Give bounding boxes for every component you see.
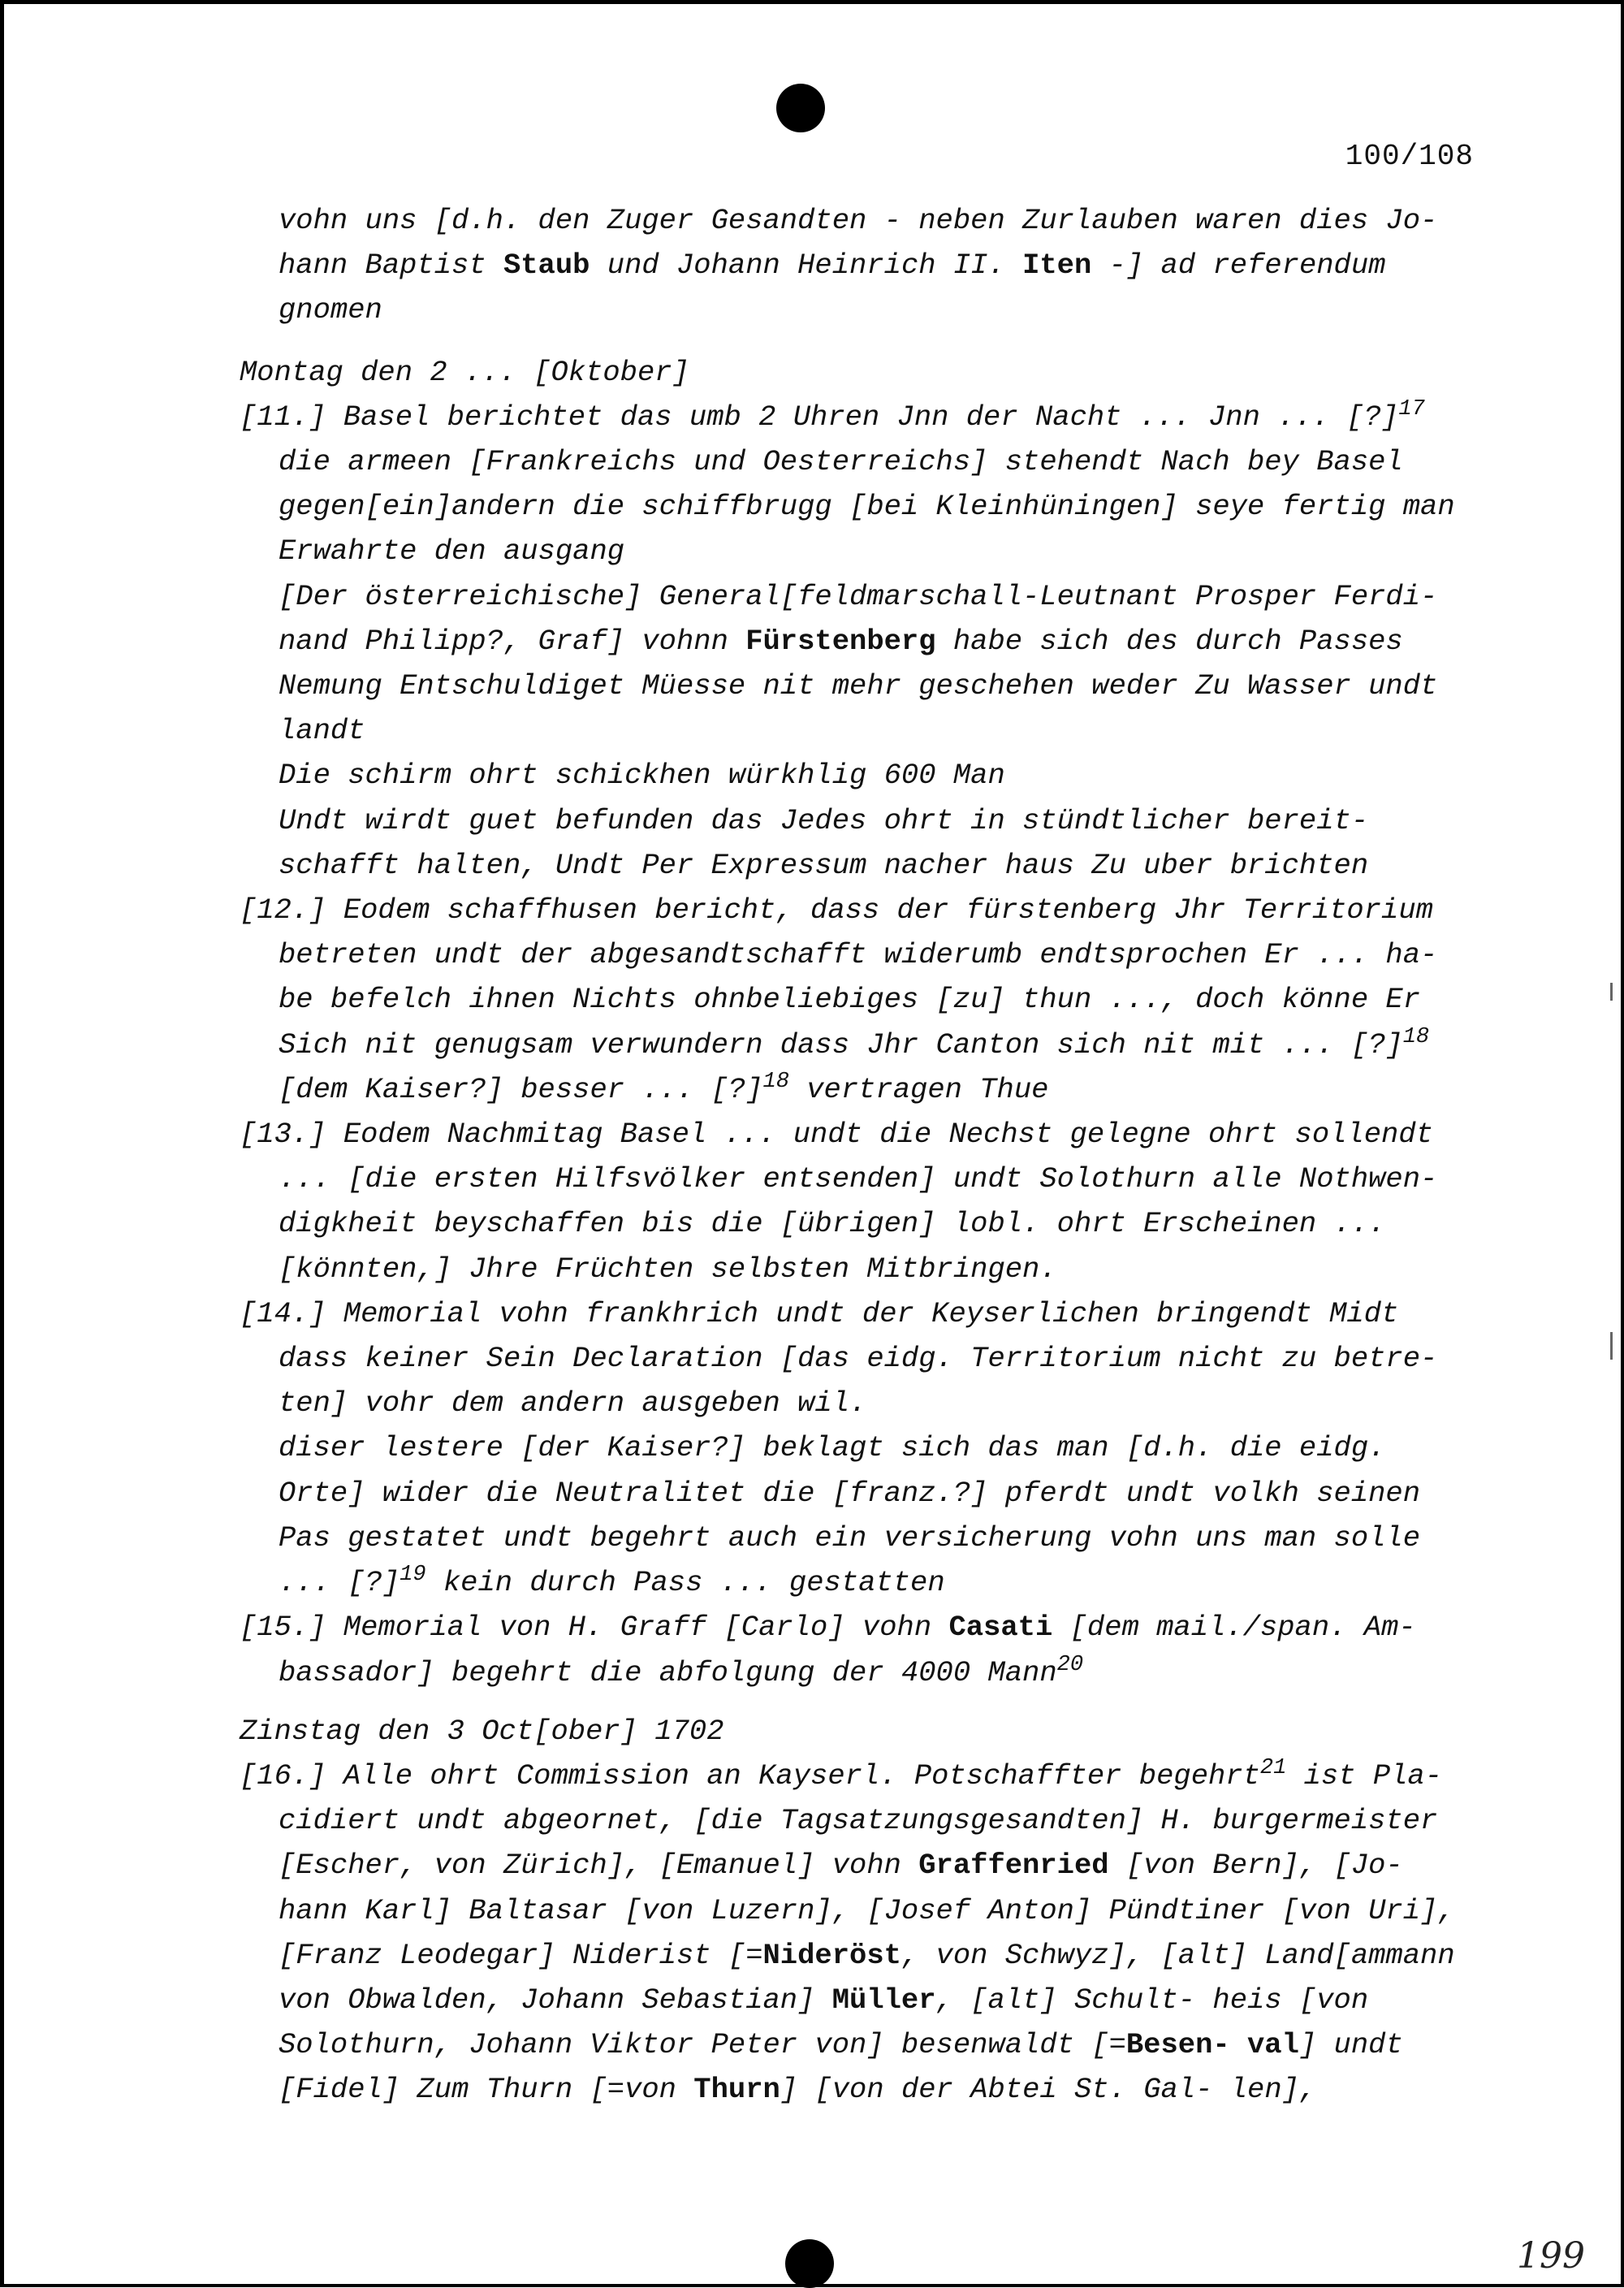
paragraph xyxy=(240,350,1482,395)
bold-name: Nideröst xyxy=(762,1938,901,1972)
text-run: [dem Kaiser?] besser ... [?] xyxy=(279,1072,763,1106)
paragraph xyxy=(240,798,1482,888)
text-run: Montag den 2 ... [Oktober] xyxy=(240,355,689,389)
bold-name: Müller xyxy=(831,1983,936,2017)
punch-hole-top xyxy=(776,84,825,132)
bold-name: Graffenried xyxy=(918,1849,1109,1883)
footnote-ref: 18 xyxy=(1402,1024,1430,1049)
text-run: [15.] Memorial von H. Graff [Carlo] vohn xyxy=(240,1611,949,1645)
page-number: 100/108 xyxy=(1345,140,1474,173)
bold-name: Thurn xyxy=(693,2073,780,2107)
scan-border-right xyxy=(1621,0,1624,2287)
text-run: [von Bern], [Jo- hann Karl] Baltasar [von Luzern], [Josef Anton] Pündtiner [von Uri], [Franz Leodegar] Niderist [= xyxy=(279,1849,1455,1972)
bold-name: Casati xyxy=(948,1611,1053,1645)
text-run: Die schirm ohrt schickhen würkhlig 600 Man xyxy=(279,759,1005,793)
paragraph xyxy=(240,1754,1482,2113)
footnote-ref: 21 xyxy=(1259,1756,1287,1781)
text-run: [11.] Basel berichtet das umb 2 Uhren Jnn der Nacht ... Jnn ... [?] xyxy=(240,400,1399,434)
text-run: kein durch Pass ... gestatten xyxy=(425,1566,945,1600)
text-run: ] [von der Abtei St. Gal- len], xyxy=(780,2073,1317,2107)
scan-border-left xyxy=(0,0,4,2287)
scan-border-top xyxy=(0,0,1624,4)
paragraph xyxy=(240,1425,1482,1605)
paragraph xyxy=(240,288,1482,332)
paragraph xyxy=(240,888,1482,1112)
bold-name: Staub xyxy=(503,249,590,283)
punch-hole-bottom xyxy=(785,2239,834,2288)
handwritten-folio-number: 199 xyxy=(1517,2235,1585,2277)
paragraph xyxy=(240,1709,1482,1754)
paragraph xyxy=(240,1291,1482,1426)
text-run: habe sich des durch Passes Nemung Entschuldiget Müesse nit mehr geschehen weder Zu Wasser undt landt xyxy=(279,624,1438,748)
scan-speck xyxy=(1610,983,1613,1001)
bold-name: Fürstenberg xyxy=(745,624,936,658)
text-run: vohn uns [d.h. den Zuger Gesandten - neben Zurlauben waren dies Jo- xyxy=(279,204,1438,237)
footnote-ref: 17 xyxy=(1398,396,1425,422)
text-run: ] undt [Fidel] Zum Thurn [=von xyxy=(279,2028,1403,2107)
text-run: Zinstag den 3 Oct[ober] 1702 xyxy=(240,1714,724,1748)
text-run: , [alt] Schult- heis [von Solothurn, Johann Viktor Peter von] besenwaldt [= xyxy=(279,1983,1369,2062)
paragraph xyxy=(240,198,1482,243)
text-run: [12.] Eodem schaffhusen bericht, dass der fürstenberg Jhr Territorium betreten undt der abgesandtschafft widerumb endtsprochen Er ... ha- be befelch ihnen Nichts ohnbeliebiges [zu] thun ..., doch könne Er Sich nit genugsam verwundern dass Jhr Canton sich nit mit ... [?] xyxy=(240,893,1438,1062)
text-run: -] ad referendum xyxy=(1091,249,1386,283)
text-run: [dem mail./span. Am- bassador] begehrt die abfolgung der 4000 Mann xyxy=(279,1611,1416,1689)
text-run: hann Baptist xyxy=(279,249,503,283)
text-run: [16.] Alle ohrt Commission an Kayserl. Potschaffter begehrt xyxy=(240,1758,1260,1793)
footnote-ref: 18 xyxy=(762,1070,789,1095)
text-run: [13.] Eodem Nachmitag Basel ... undt die Nechst gelegne ohrt sollendt ... [die ersten Hilfsvölker entsenden] undt Solothurn alle Nothwen- digkheit beyschaffen bis die [übrigen] lobl. ohrt Erscheinen ... [könnten,] Jhre Früchten selbsten Mitbringen. xyxy=(240,1118,1438,1286)
paragraph xyxy=(240,1112,1482,1291)
paragraph xyxy=(240,574,1482,754)
bold-name: Besen- val xyxy=(1125,2028,1299,2062)
text-run: [Der österreichische] General[feldmarschall-Leutnant Prosper Ferdi- nand Philipp?, Graf] vohnn xyxy=(279,579,1438,658)
text-run: gnomen xyxy=(279,293,382,327)
scan-speck xyxy=(1610,1332,1613,1360)
bold-name: Iten xyxy=(1022,249,1092,283)
text-run: die armeen [Frankreichs und Oesterreichs] stehendt Nach bey Basel gegen[ein]andern die schiffbrugg [bei Kleinhüningen] seye fertig man Erwahrte den ausgang xyxy=(279,445,1455,569)
paragraph xyxy=(240,395,1482,574)
document-body xyxy=(240,198,1482,2113)
text-run: und Johann Heinrich II. xyxy=(590,249,1023,283)
paragraph xyxy=(240,1605,1482,1694)
text-run: ist Pla- cidiert undt abgeornet, [die Tagsatzungsgesandten] H. burgermeister [Escher, von Zürich], [Emanuel] vohn xyxy=(279,1758,1443,1883)
text-run: vertragen Thue xyxy=(788,1072,1049,1106)
text-run: diser lestere [der Kaiser?] beklagt sich das man [d.h. die eidg. Orte] wider die Neutralitet die [franz.?] pferdt undt volkh seinen Pas gestatet undt begehrt auch ein versicherung vohn uns man solle ... [?] xyxy=(279,1431,1421,1600)
text-run: Undt wirdt guet befunden das Jedes ohrt in stündtlicher bereit- schafft halten, Undt Per Expressum nacher haus Zu uber brichten xyxy=(279,803,1369,882)
text-run: [14.] Memorial vohn frankhrich undt der Keyserlichen bringendt Midt dass keiner Sein Declaration [das eidg. Territorium nicht zu betre- ten] vohr dem andern ausgeben wil. xyxy=(240,1296,1438,1421)
footnote-ref: 19 xyxy=(400,1563,426,1588)
footnote-ref: 20 xyxy=(1056,1652,1084,1677)
text-run: , von Schwyz], [alt] Land[ammann von Obwalden, Johann Sebastian] xyxy=(279,1938,1455,2017)
paragraph xyxy=(240,243,1482,288)
paragraph xyxy=(240,753,1482,798)
